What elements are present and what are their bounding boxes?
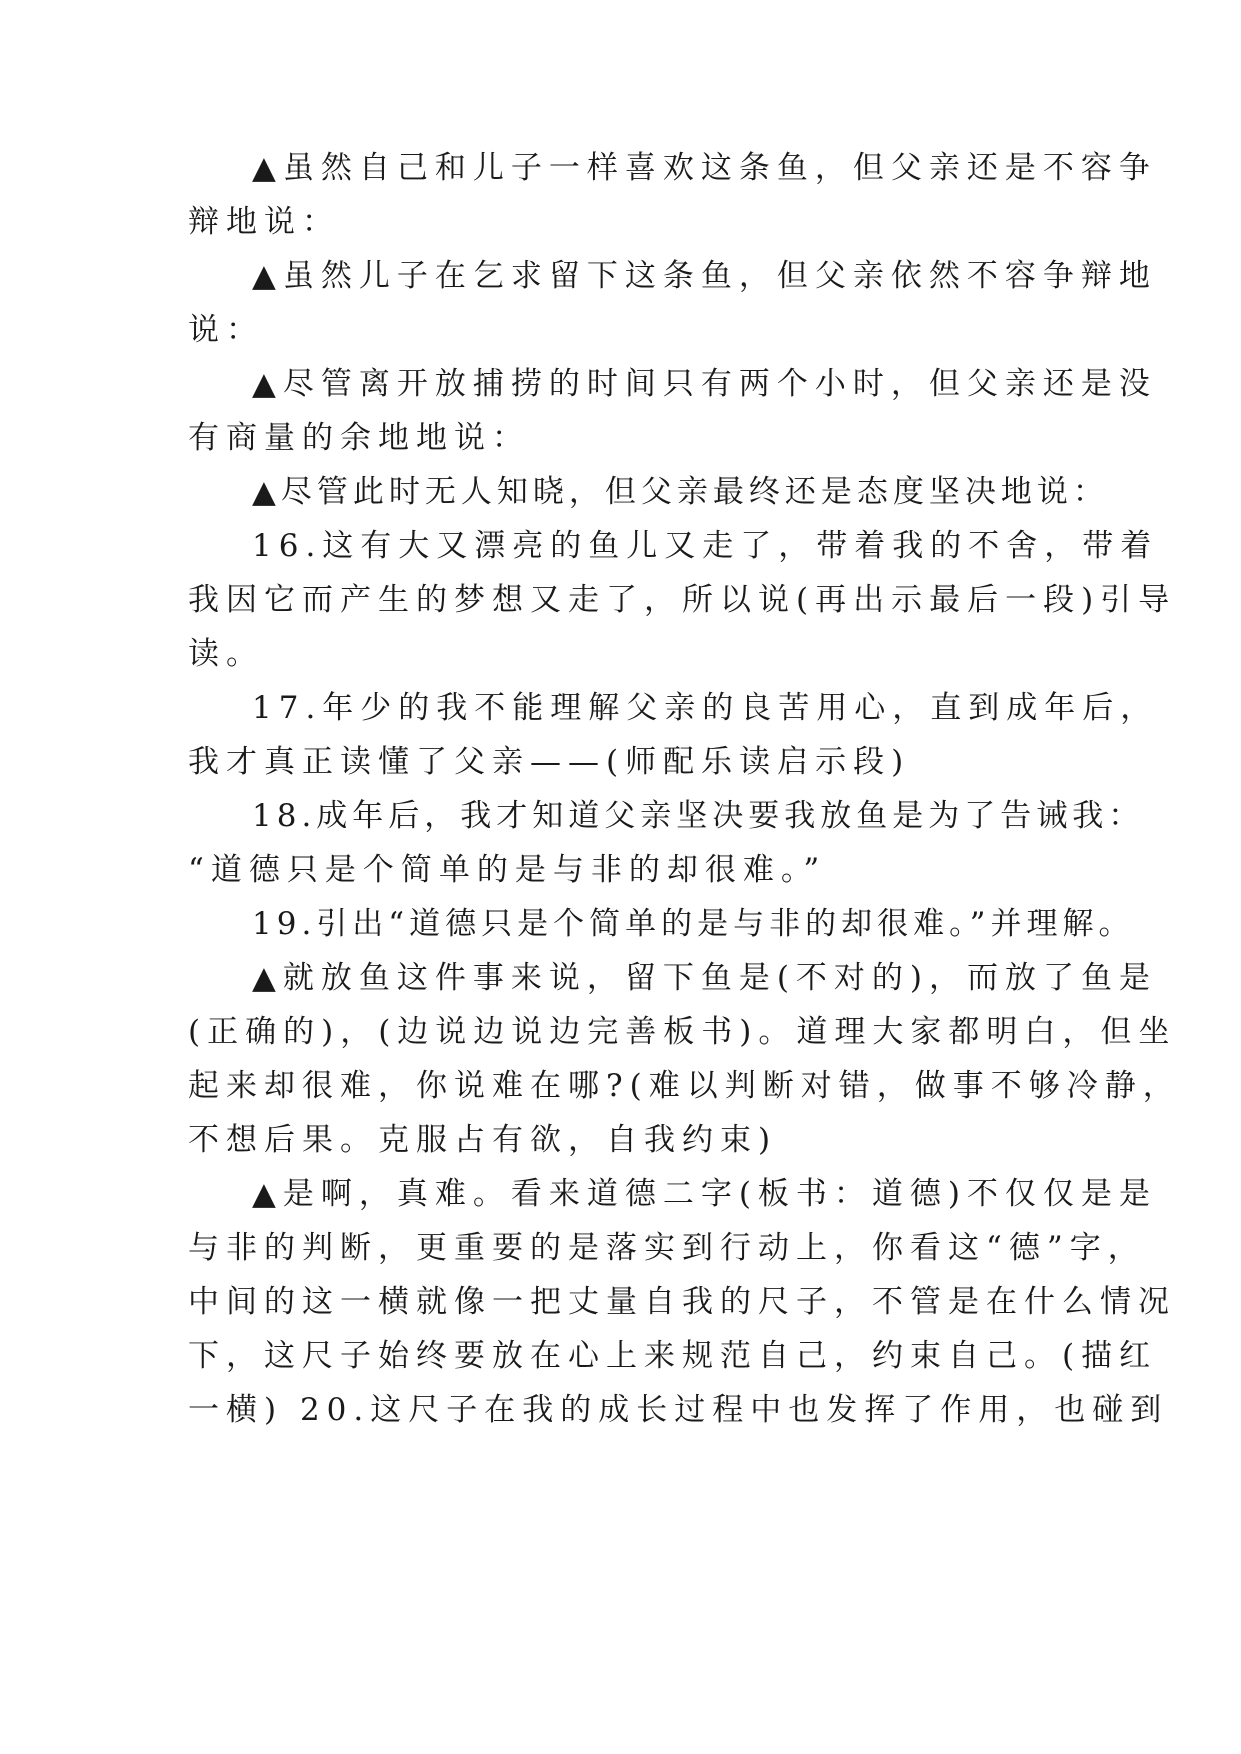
text-line: 起来却很难，你说难在哪?(难以判断对错，做事不够冷静，: [188, 1068, 1181, 1104]
text-line: 19.引出“道德只是个简单的是与非的却很难。”并理解。: [252, 906, 1135, 942]
text-line: 说：: [188, 312, 264, 348]
text-line: ▲虽然自己和儿子一样喜欢这条鱼，但父亲还是不容争: [252, 150, 1157, 186]
text-line: (正确的)，(边说边说边完善板书)。道理大家都明白，但坐: [188, 1014, 1177, 1050]
text-line: ▲就放鱼这件事来说，留下鱼是(不对的)，而放了鱼是: [252, 960, 1158, 996]
text-line: 辩地说：: [188, 204, 340, 240]
text-line: 不想后果。克服占有欲，自我约束): [188, 1122, 778, 1158]
text-line: ▲虽然儿子在乞求留下这条鱼，但父亲依然不容争辩地: [252, 258, 1157, 294]
text-line: 17.年少的我不能理解父亲的良苦用心，直到成年后，: [252, 690, 1159, 726]
text-line: 读。: [188, 636, 264, 672]
text-line: “道德只是个简单的是与非的却很难。”: [188, 852, 827, 888]
text-line: 18.成年后，我才知道父亲坚决要我放鱼是为了告诫我：: [252, 798, 1145, 834]
text-line: 与非的判断，更重要的是落实到行动上，你看这“德”字，: [188, 1230, 1146, 1266]
text-line: 16.这有大又漂亮的鱼儿又走了，带着我的不舍，带着: [252, 528, 1159, 564]
text-line: ▲是啊，真难。看来道德二字(板书：道德)不仅仅是是: [252, 1176, 1158, 1212]
text-line: 下，这尺子始终要放在心上来规范自己，约束自己。(描红: [188, 1338, 1158, 1374]
text-line: 我因它而产生的梦想又走了，所以说(再出示最后一段)引导: [188, 582, 1177, 618]
text-line: 我才真正读懂了父亲——(师配乐读启示段): [188, 744, 911, 780]
text-line: ▲尽管离开放捕捞的时间只有两个小时，但父亲还是没: [252, 366, 1157, 402]
text-line: 有商量的余地地说：: [188, 420, 530, 456]
text-line: 中间的这一横就像一把丈量自我的尺子，不管是在什么情况: [188, 1284, 1176, 1320]
text-line: ▲尽管此时无人知晓，但父亲最终还是态度坚决地说：: [252, 474, 1109, 510]
text-line: 一横) 20.这尺子在我的成长过程中也发挥了作用，也碰到: [188, 1392, 1169, 1428]
